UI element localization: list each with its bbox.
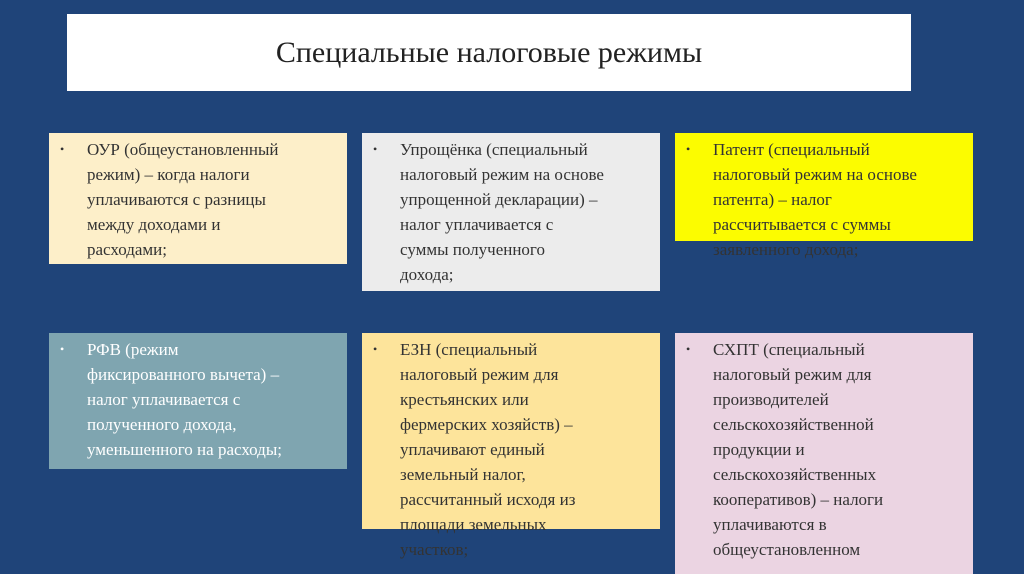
card-ezn xyxy=(362,333,660,559)
bullet-icon: • xyxy=(686,142,691,156)
card-oyr xyxy=(49,133,347,264)
card-ezn-text: ЕЗН (специальный налоговый режим для крестьянских или фермерских хозяйств) – уплачивают единый земельный налог, рассчитанный исходя из площади земельных участков; xyxy=(400,340,576,559)
card-oyr-text: ОУР (общеустановленный режим) – когда налоги уплачиваются с разницы между доходами и расходами; xyxy=(87,140,279,259)
card-rfv xyxy=(49,333,347,469)
bullet-icon: • xyxy=(686,342,691,356)
card-shpt xyxy=(675,333,973,574)
card-shpt-text: СХПТ (специальный налоговый режим для производителей сельскохозяйственной продукции и сельскохозяйственных кооперативов) – налоги уплачиваются в общеустановленном xyxy=(713,340,884,559)
card-rfv-text: РФВ (режим фиксированного вычета) – налог уплачивается с полученного дохода, уменьшенного на расходы; xyxy=(87,340,282,459)
bullet-icon: • xyxy=(373,142,378,156)
card-patent xyxy=(675,133,973,259)
card-simplified xyxy=(362,133,660,291)
bullet-icon: • xyxy=(373,342,378,356)
card-simplified-text: Упрощёнка (специальный налоговый режим на основе упрощенной декларации) – налог уплачивается с суммы полученного дохода; xyxy=(400,140,604,284)
title-box xyxy=(67,14,911,91)
bullet-icon: • xyxy=(60,342,65,356)
slide-title: Специальные налоговые режимы xyxy=(275,35,703,69)
bullet-icon: • xyxy=(60,142,65,156)
card-patent-text: Патент (специальный налоговый режим на основе патента) – налог рассчитывается с суммы заявленного дохода; xyxy=(713,140,917,259)
